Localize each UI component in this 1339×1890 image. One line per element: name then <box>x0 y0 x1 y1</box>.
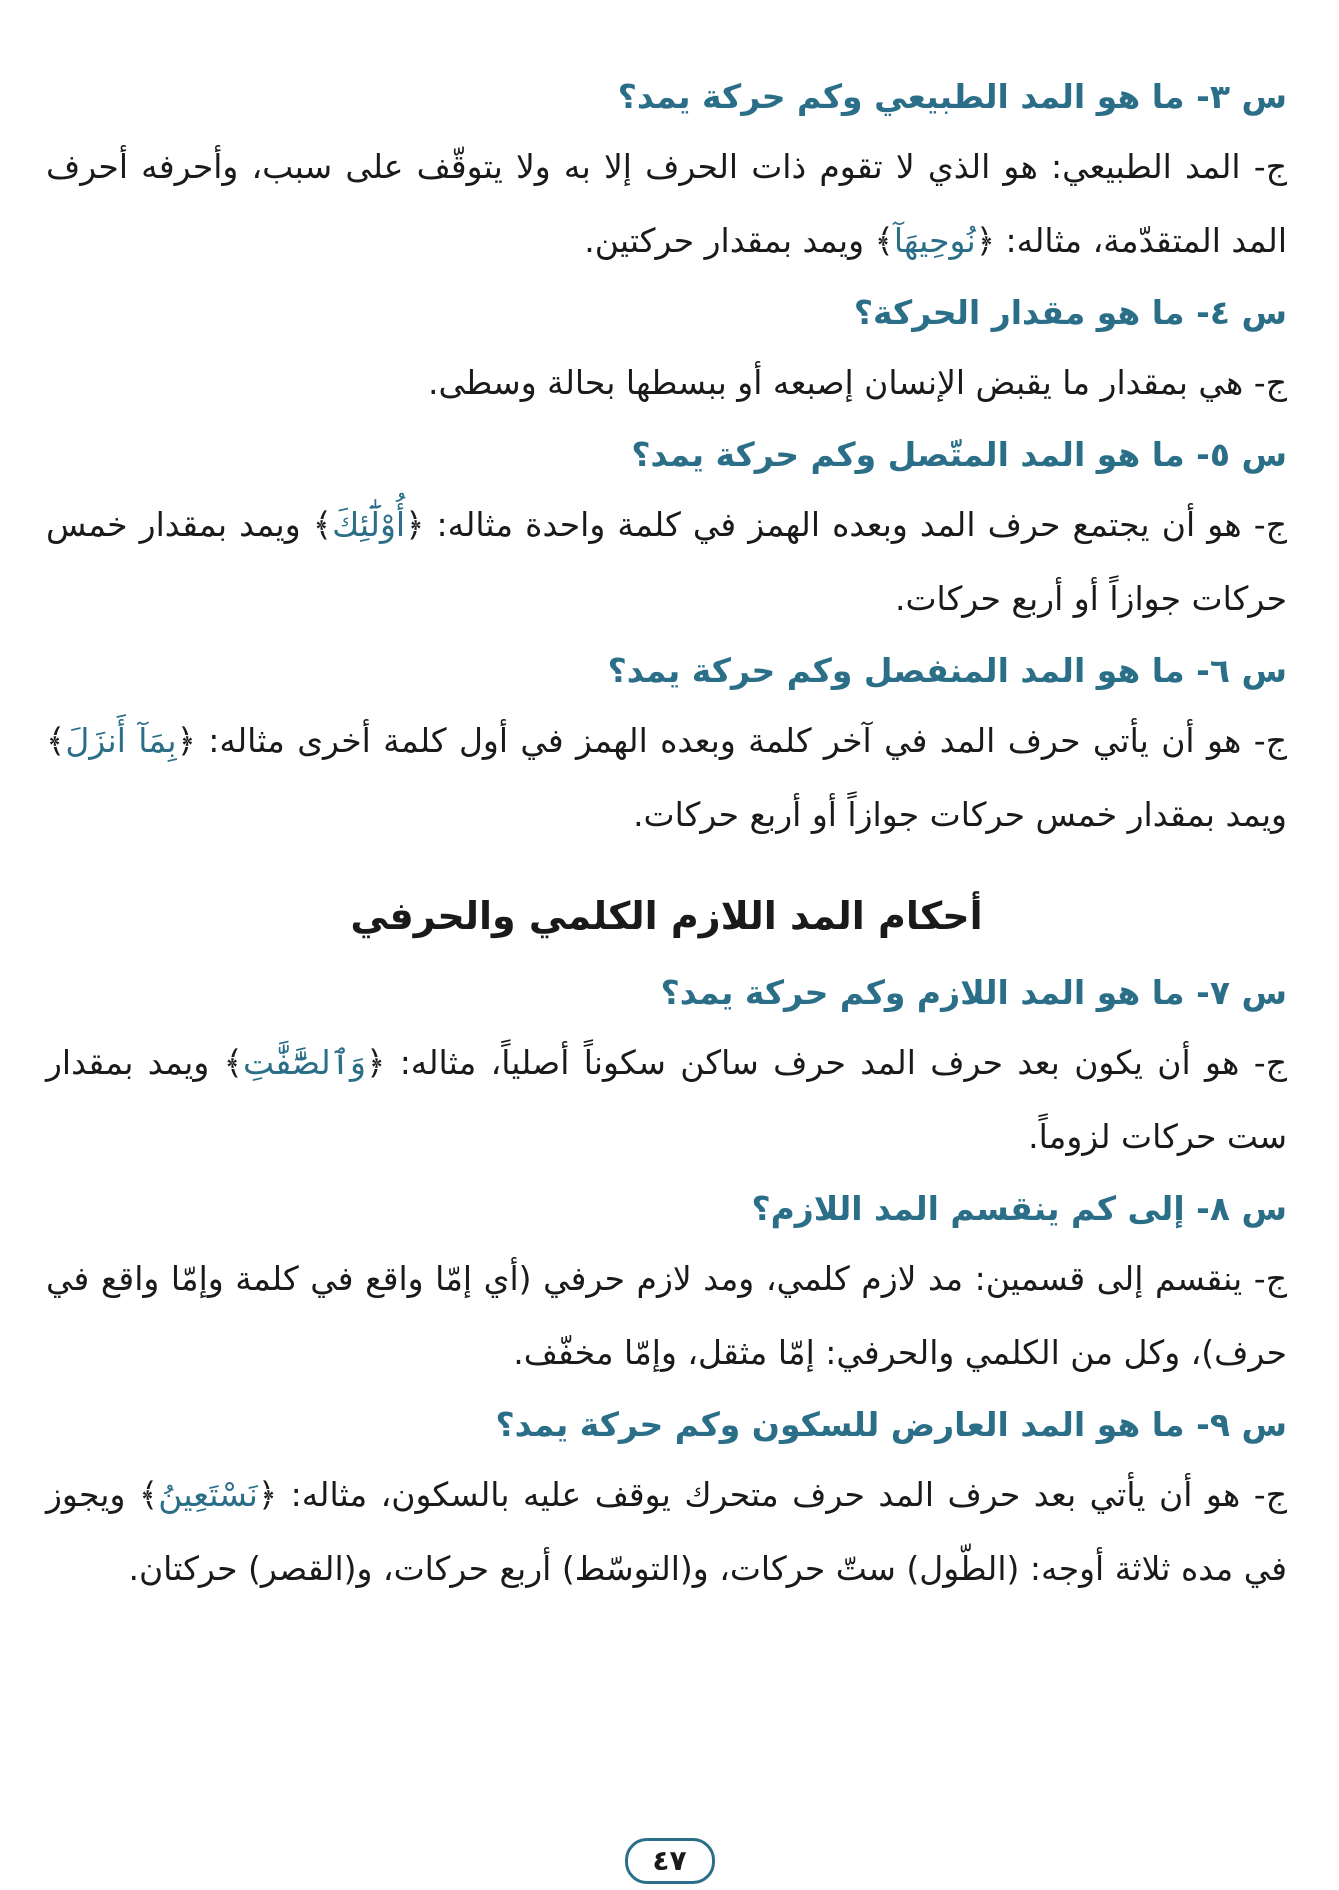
answer-text: ج- هو أن يكون بعد حرف المد حرف ساكن سكوناً أصلياً، مثاله: <box>385 1043 1287 1082</box>
question-heading: س ٨- إلى كم ينقسم المد اللازم؟ <box>751 1189 1287 1228</box>
answer-paragraph <box>46 1458 1287 1606</box>
answer-paragraph <box>46 130 1287 278</box>
ornate-bracket: ﴾ <box>312 505 333 544</box>
answer-text: ويمد بمقدار ست حركات لزوماً. <box>46 1043 1287 1156</box>
quran-example: أُوْلَٰٓئِكَ <box>332 505 406 544</box>
answer-text: ج- هو أن يجتمع حرف المد وبعده الهمز في كلمة واحدة مثاله: <box>424 505 1287 544</box>
answer-text: ويمد بمقدار خمس حركات جوازاً أو أربع حركات. <box>46 505 1287 618</box>
quran-example: نُوحِيهَآ <box>893 221 976 260</box>
question-heading: س ٣- ما هو المد الطبيعي وكم حركة يمد؟ <box>617 77 1287 116</box>
question-heading: س ٧- ما هو المد اللازم وكم حركة يمد؟ <box>660 973 1287 1012</box>
ornate-bracket: ﴿ <box>975 221 996 260</box>
answer-paragraph <box>46 1026 1287 1174</box>
ornate-bracket: ﴾ <box>46 721 66 760</box>
ornate-bracket: ﴾ <box>223 1043 243 1082</box>
answer-paragraph <box>46 346 1287 420</box>
question-heading: س ٤- ما هو مقدار الحركة؟ <box>853 293 1287 332</box>
answer-text: ويجوز في مده ثلاثة أوجه: (الطّول) ستّ حركات، و(التوسّط) أربع حركات، و(القصر) حركتان. <box>46 1475 1287 1588</box>
answer-text: ج- هو أن يأتي بعد حرف المد حرف متحرك يوقف عليه بالسكون، مثاله: <box>277 1475 1287 1514</box>
ornate-bracket: ﴿ <box>405 505 425 544</box>
answer-paragraph <box>46 488 1287 636</box>
qa-list-1 <box>46 72 1287 852</box>
answer-paragraph <box>46 704 1287 852</box>
answer-text: ويمد بمقدار خمس حركات جوازاً أو أربع حركات. <box>633 795 1287 834</box>
ornate-bracket: ﴿ <box>176 721 196 760</box>
question-heading: س ٩- ما هو المد العارض للسكون وكم حركة يمد؟ <box>495 1405 1287 1444</box>
answer-text: ج- هي بمقدار ما يقبض الإنسان إصبعه أو ببسطها بحالة وسطى. <box>427 363 1287 402</box>
section-title: أحكام المد اللازم الكلمي والحرفي <box>350 894 983 938</box>
answer-text: ج- هو أن يأتي حرف المد في آخر كلمة وبعده الهمز في أول كلمة أخرى مثاله: <box>195 721 1287 760</box>
quran-example: بِمَآ أَنزَلَ <box>65 721 177 760</box>
answer-text: ويمد بمقدار حركتين. <box>584 221 875 260</box>
ornate-bracket: ﴾ <box>138 1475 159 1514</box>
page-number-badge <box>0 1838 1339 1884</box>
page-number: ٤٧ <box>625 1838 715 1884</box>
question-heading: س ٦- ما هو المد المنفصل وكم حركة يمد؟ <box>607 651 1287 690</box>
ornate-bracket: ﴿ <box>257 1475 278 1514</box>
answer-text: ج- ينقسم إلى قسمين: مد لازم كلمي، ومد لازم حرفي (أي إمّا واقع في كلمة وإمّا واقع في حرف)، وكل من الكلمي والحرفي: إمّا مثقل، وإمّا مخفّف. <box>46 1259 1287 1372</box>
question-heading: س ٥- ما هو المد المتّصل وكم حركة يمد؟ <box>631 435 1287 474</box>
ornate-bracket: ﴿ <box>366 1043 386 1082</box>
quran-example: نَسْتَعِينُ <box>158 1475 258 1514</box>
answer-paragraph <box>46 1242 1287 1390</box>
answer-text: ج- المد الطبيعي: هو الذي لا تقوم ذات الحرف إلا به ولا يتوقّف على سبب، وأحرفه أحرف المد المتقدّمة، مثاله: <box>46 147 1287 260</box>
qa-list-2 <box>46 968 1287 1606</box>
ornate-bracket: ﴾ <box>874 221 894 260</box>
quran-example: وَٱلصَّٰٓفَّٰتِ <box>242 1043 366 1082</box>
